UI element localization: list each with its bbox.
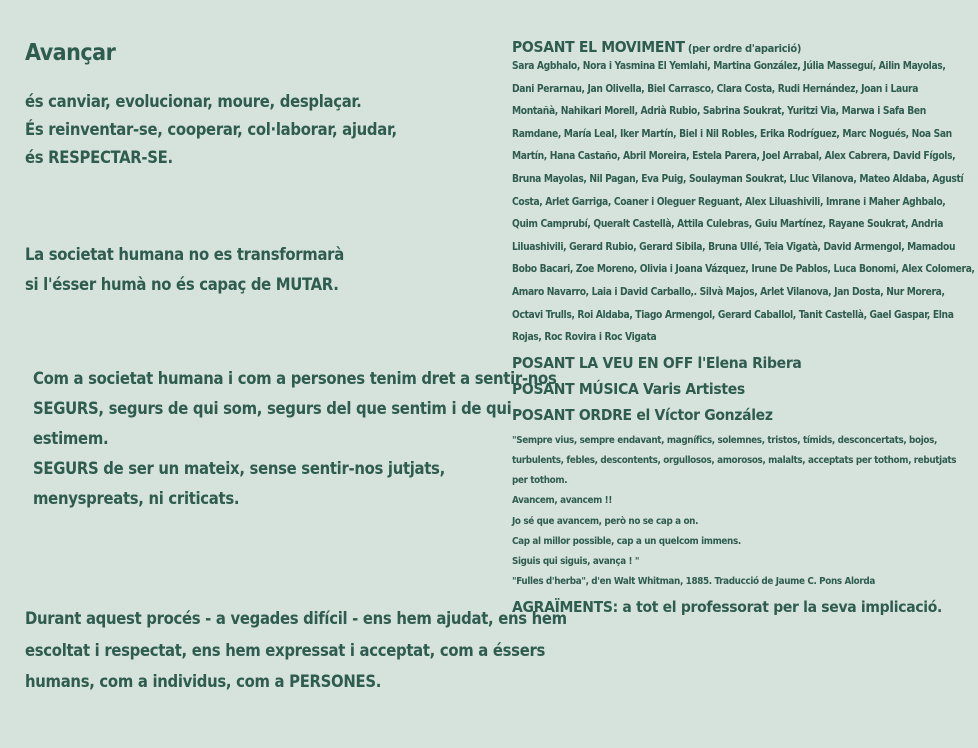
text-line: és RESPECTAR-SE.	[25, 148, 173, 167]
cast-line: Dani Perarnau, Jan Olivella, Biel Carrasco, Clara Costa, Rudi Hernández, Joan i Laura	[512, 83, 919, 95]
cast-line: Costa, Arlet Garriga, Coaner i Oleguer Reguant, Alex Liluashivili, Imrane i Maher Aghbalo,	[512, 196, 946, 208]
musica-credit: POSANT MÚSICA Varis Artistes	[512, 379, 745, 398]
acknowledgements: AGRAÏMENTS: a tot el professorat per la seva implicació.	[512, 598, 943, 617]
cast-line: Amaro Navarro, Laia i David Carballo,. Silvà Majos, Arlet Vilanova, Jan Dosta, Nur Morera,	[512, 286, 945, 298]
society-block	[25, 240, 344, 300]
cast-line: Ramdane, María Leal, Iker Martín, Biel i Nil Robles, Erika Rodríguez, Marc Nogués, Noa San	[512, 128, 952, 140]
moviment-heading	[512, 38, 972, 56]
intro-block	[25, 88, 397, 172]
ordre-credit: POSANT ORDRE el Víctor González	[512, 405, 773, 424]
cast-line: Octavi Trulls, Roi Aldaba, Tiago Armengol, Gerard Caballol, Tanit Castellà, Gael Gaspar, Elna	[512, 309, 954, 321]
moviment-title: POSANT EL MOVIMENT	[512, 38, 685, 56]
poem-source: "Fulles d'herba", d'en Walt Whitman, 1885. Traducció de Jaume C. Pons Alorda	[512, 576, 875, 588]
text-line: SEGURS, segurs de qui som, segurs del que sentim i de qui	[33, 399, 512, 418]
text-line: La societat humana no es transformarà	[25, 245, 344, 264]
poem-quote	[512, 431, 972, 593]
credits-column	[512, 38, 975, 620]
poem-line: turbulents, febles, descontents, orgullosos, amorosos, malalts, acceptats per tothom, rebutjats	[512, 454, 957, 466]
poem-line: Avancem, avancem !!	[512, 495, 612, 507]
rights-block	[33, 364, 556, 514]
text-line: és canviar, evolucionar, moure, desplaçar.	[25, 92, 362, 111]
poem-line: Jo sé que avancem, però no se cap a on.	[512, 515, 699, 527]
veu-credit: POSANT LA VEU EN OFF l'Elena Ribera	[512, 353, 802, 372]
text-line: menyspreats, ni criticats.	[33, 489, 240, 508]
text-line: SEGURS de ser un mateix, sense sentir-nos jutjats,	[33, 459, 445, 478]
cast-line: Bobo Bacari, Zoe Moreno, Olivia i Joana Vázquez, Irune De Pablos, Luca Bonomi, Alex Colomera,	[512, 264, 975, 276]
cast-line: Montañà, Nahikari Morell, Adrià Rubio, Sabrina Soukrat, Yuritzi Via, Marwa i Safa Ben	[512, 106, 926, 118]
poem-line: per tothom.	[512, 475, 568, 487]
process-block	[25, 603, 567, 698]
cast-list	[512, 56, 975, 350]
text-line: Com a societat humana i com a persones tenim dret a sentir-nos	[33, 369, 557, 388]
text-line: si l'ésser humà no és capaç de MUTAR.	[25, 275, 339, 294]
poem-line: Cap al millor possible, cap a un quelcom immens.	[512, 535, 741, 547]
cast-line: Martín, Hana Castaño, Abril Moreira, Estela Parera, Joel Arrabal, Alex Cabrera, David Fígols,	[512, 151, 956, 163]
cast-line: Bruna Mayolas, Nil Pagan, Eva Puig, Soulayman Soukrat, Lluc Vilanova, Mateo Aldaba, Agustí	[512, 173, 964, 185]
text-line: És reinventar-se, cooperar, col·laborar, ajudar,	[25, 120, 397, 139]
poem-line: Siguis qui siguis, avança ! "	[512, 555, 640, 567]
poem-line: "Sempre vius, sempre endavant, magnífics, solemnes, tristos, tímids, desconcertats, bojos,	[512, 434, 937, 446]
cast-line: Rojas, Roc Rovira i Roc Vigata	[512, 332, 657, 344]
cast-line: Sara Agbhalo, Nora i Yasmina El Yemlahi, Martina González, Júlia Masseguí, Ailin Mayolas,	[512, 61, 946, 72]
page-title: Avançar	[25, 40, 116, 66]
text-line: escoltat i respectat, ens hem expressat i acceptat, com a éssers	[25, 640, 546, 660]
cast-line: Liluashivili, Gerard Rubio, Gerard Sibila, Bruna Ullé, Teia Vigatà, David Armengol, Mamadou	[512, 241, 956, 253]
moviment-note: (per ordre d'aparició)	[684, 42, 802, 55]
cast-line: Quim Camprubí, Queralt Castellà, Attila Culebras, Guiu Martínez, Rayane Soukrat, Andria	[512, 219, 944, 231]
text-line: Durant aquest procés - a vegades difícil - ens hem ajudat, ens hem	[25, 609, 567, 628]
text-line: humans, com a individus, com a PERSONES.	[25, 672, 382, 691]
text-line: estimem.	[33, 429, 109, 448]
